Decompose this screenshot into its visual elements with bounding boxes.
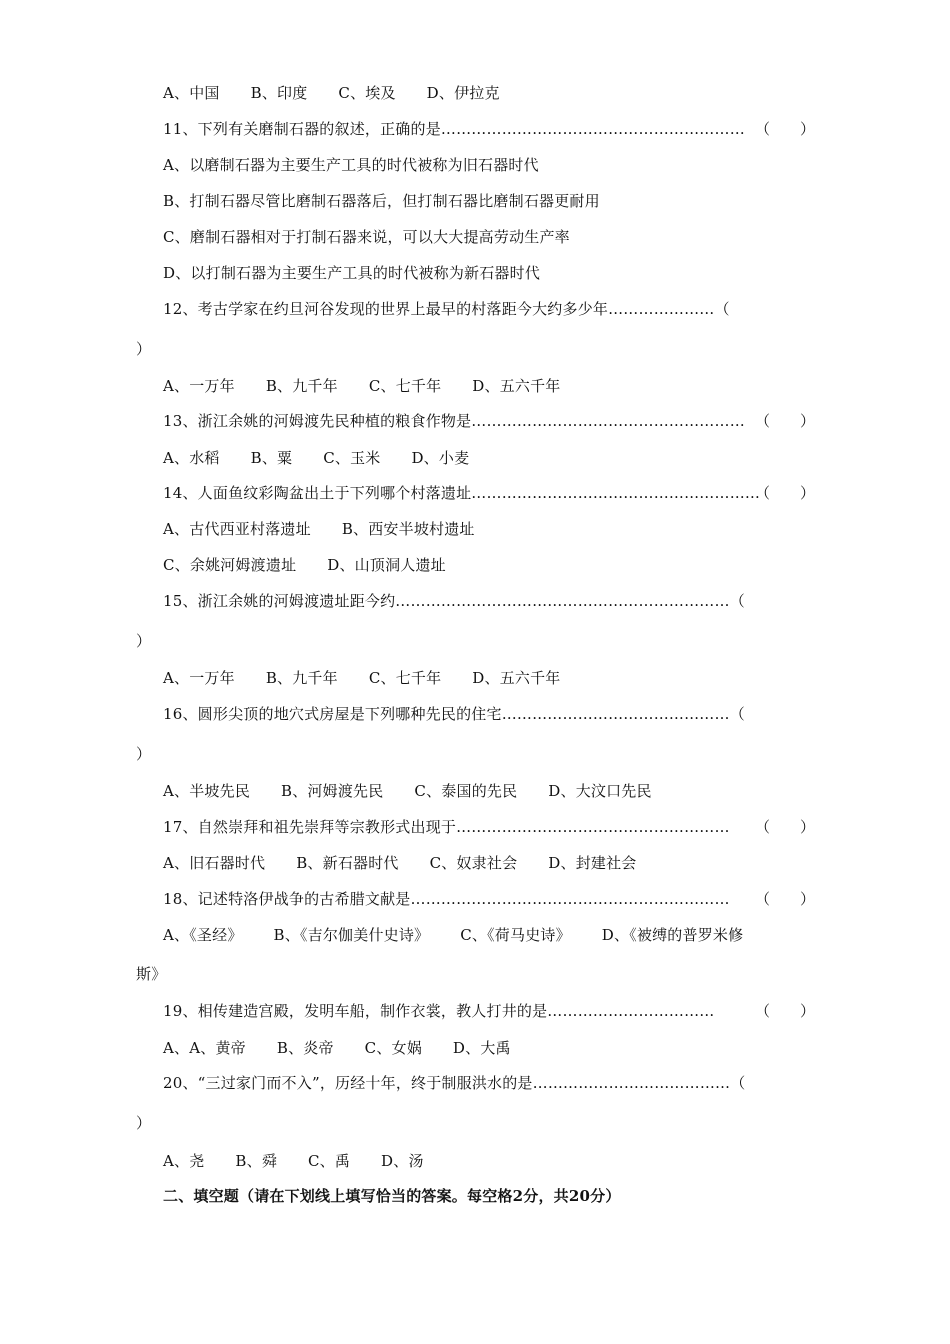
q12-option-d: D、五六千年 [472, 377, 561, 395]
q13-option-b: B、粟 [250, 449, 293, 467]
q16-paren-close: ） [136, 745, 152, 763]
q18-option-b: B、《吉尔伽美什史诗》 [273, 926, 430, 944]
q20-option-b: B、舜 [235, 1152, 278, 1170]
q18-option-a: A、《圣经》 [163, 926, 243, 944]
q18-options [163, 925, 743, 945]
q13-answer-paren: （ ） [755, 412, 816, 430]
q11-answer-paren: （ ） [755, 120, 816, 138]
q17-option-a: A、旧石器时代 [163, 854, 266, 872]
q16-stem: 16、圆形尖顶的地穴式房屋是下列哪种先民的住宅………………………………………（ [163, 705, 745, 723]
q16-option-d: D、大汶口先民 [548, 782, 652, 800]
q16-option-b: B、河姆渡先民 [281, 782, 384, 800]
q19-option-b: B、炎帝 [276, 1039, 334, 1057]
q15-option-b: B、九千年 [265, 669, 338, 687]
q18-option-d: D、《被缚的普罗米修 [601, 926, 744, 944]
q19-option-a: A、A、黄帝 [163, 1039, 246, 1057]
q14-option-b: B、西安半坡村遗址 [341, 520, 475, 538]
q20-option-d: D、汤 [381, 1152, 424, 1170]
q14-options-row1 [163, 519, 475, 539]
q10-option-a: A、中国 [163, 84, 220, 102]
q12-option-a: A、一万年 [163, 377, 235, 395]
q14-options-row2 [163, 555, 446, 575]
q15-option-a: A、一万年 [163, 669, 235, 687]
q15-option-d: D、五六千年 [472, 669, 561, 687]
q10-options [163, 83, 500, 103]
q20-option-a: A、尧 [163, 1152, 205, 1170]
q12-stem: 12、考古学家在约旦河谷发现的世界上最早的村落距今大约多少年…………………（ [163, 300, 730, 318]
q16-option-c: C、泰国的先民 [414, 782, 518, 800]
q13-stem: 13、浙江余姚的河姆渡先民种植的粮食作物是……………………………………………… [163, 412, 745, 430]
q17-answer-paren: （ ） [755, 818, 816, 836]
q17-stem: 17、自然崇拜和祖先崇拜等宗教形式出现于……………………………………………… [163, 818, 730, 836]
q19-stem: 19、相传建造宫殿，发明车船，制作衣裳，教人打井的是…………………………… [163, 1002, 715, 1020]
q15-paren-close: ） [136, 632, 152, 650]
q19-answer-paren: （ ） [755, 1002, 816, 1020]
section-2-heading: 二、填空题（请在下划线上填写恰当的答案。每空格2分，共20分） [163, 1187, 621, 1205]
q17-options [163, 853, 637, 873]
q13-option-d: D、小麦 [411, 449, 470, 467]
q10-option-b: B、印度 [250, 84, 308, 102]
q18-option-c: C、《荷马史诗》 [460, 926, 571, 944]
q14-option-a: A、古代西亚村落遗址 [163, 520, 311, 538]
q10-option-c: C、埃及 [338, 84, 396, 102]
q20-stem: 20、“三过家门而不入”，历经十年，终于制服洪水的是…………………………………（ [163, 1074, 746, 1092]
q11-option-c: C、磨制石器相对于打制石器来说，可以大大提高劳动生产率 [163, 228, 570, 246]
q20-option-c: C、禹 [308, 1152, 351, 1170]
q14-stem: 14、人面鱼纹彩陶盆出土于下列哪个村落遗址………………………………………………… [163, 484, 761, 502]
q14-option-d: D、山顶洞人遗址 [327, 556, 446, 574]
q20-options [163, 1151, 424, 1171]
q12-option-c: C、七千年 [368, 377, 442, 395]
q12-paren-close: ） [136, 340, 152, 358]
q15-options [163, 668, 561, 688]
q13-options [163, 448, 469, 468]
q11-stem: 11、下列有关磨制石器的叙述，正确的是…………………………………………………… [163, 120, 745, 138]
q11-option-d: D、以打制石器为主要生产工具的时代被称为新石器时代 [163, 264, 541, 282]
q14-answer-paren: （ ） [755, 484, 816, 502]
q18-stem: 18、记述特洛伊战争的古希腊文献是……………………………………………………… [163, 890, 730, 908]
q19-option-d: D、大禹 [452, 1039, 511, 1057]
q17-option-d: D、封建社会 [548, 854, 637, 872]
q12-option-b: B、九千年 [265, 377, 338, 395]
q19-option-c: C、女娲 [364, 1039, 422, 1057]
q20-paren-close: ） [136, 1114, 152, 1132]
q12-options [163, 376, 561, 396]
q16-options [163, 781, 652, 801]
q18-option-d-wrap: 斯》 [136, 965, 167, 983]
q15-stem: 15、浙江余姚的河姆渡遗址距今约…………………………………………………………（ [163, 592, 745, 610]
q11-option-b: B、打制石器尽管比磨制石器落后，但打制石器比磨制石器更耐用 [163, 192, 600, 210]
q16-option-a: A、半坡先民 [163, 782, 251, 800]
q13-option-a: A、水稻 [163, 449, 220, 467]
q15-option-c: C、七千年 [368, 669, 442, 687]
q18-answer-paren: （ ） [755, 890, 816, 908]
q10-option-d: D、伊拉克 [426, 84, 500, 102]
q17-option-c: C、奴隶社会 [429, 854, 518, 872]
q14-option-c: C、余姚河姆渡遗址 [163, 556, 297, 574]
q11-option-a: A、以磨制石器为主要生产工具的时代被称为旧石器时代 [163, 156, 539, 174]
q13-option-c: C、玉米 [323, 449, 381, 467]
q19-options [163, 1038, 511, 1058]
q17-option-b: B、新石器时代 [296, 854, 399, 872]
